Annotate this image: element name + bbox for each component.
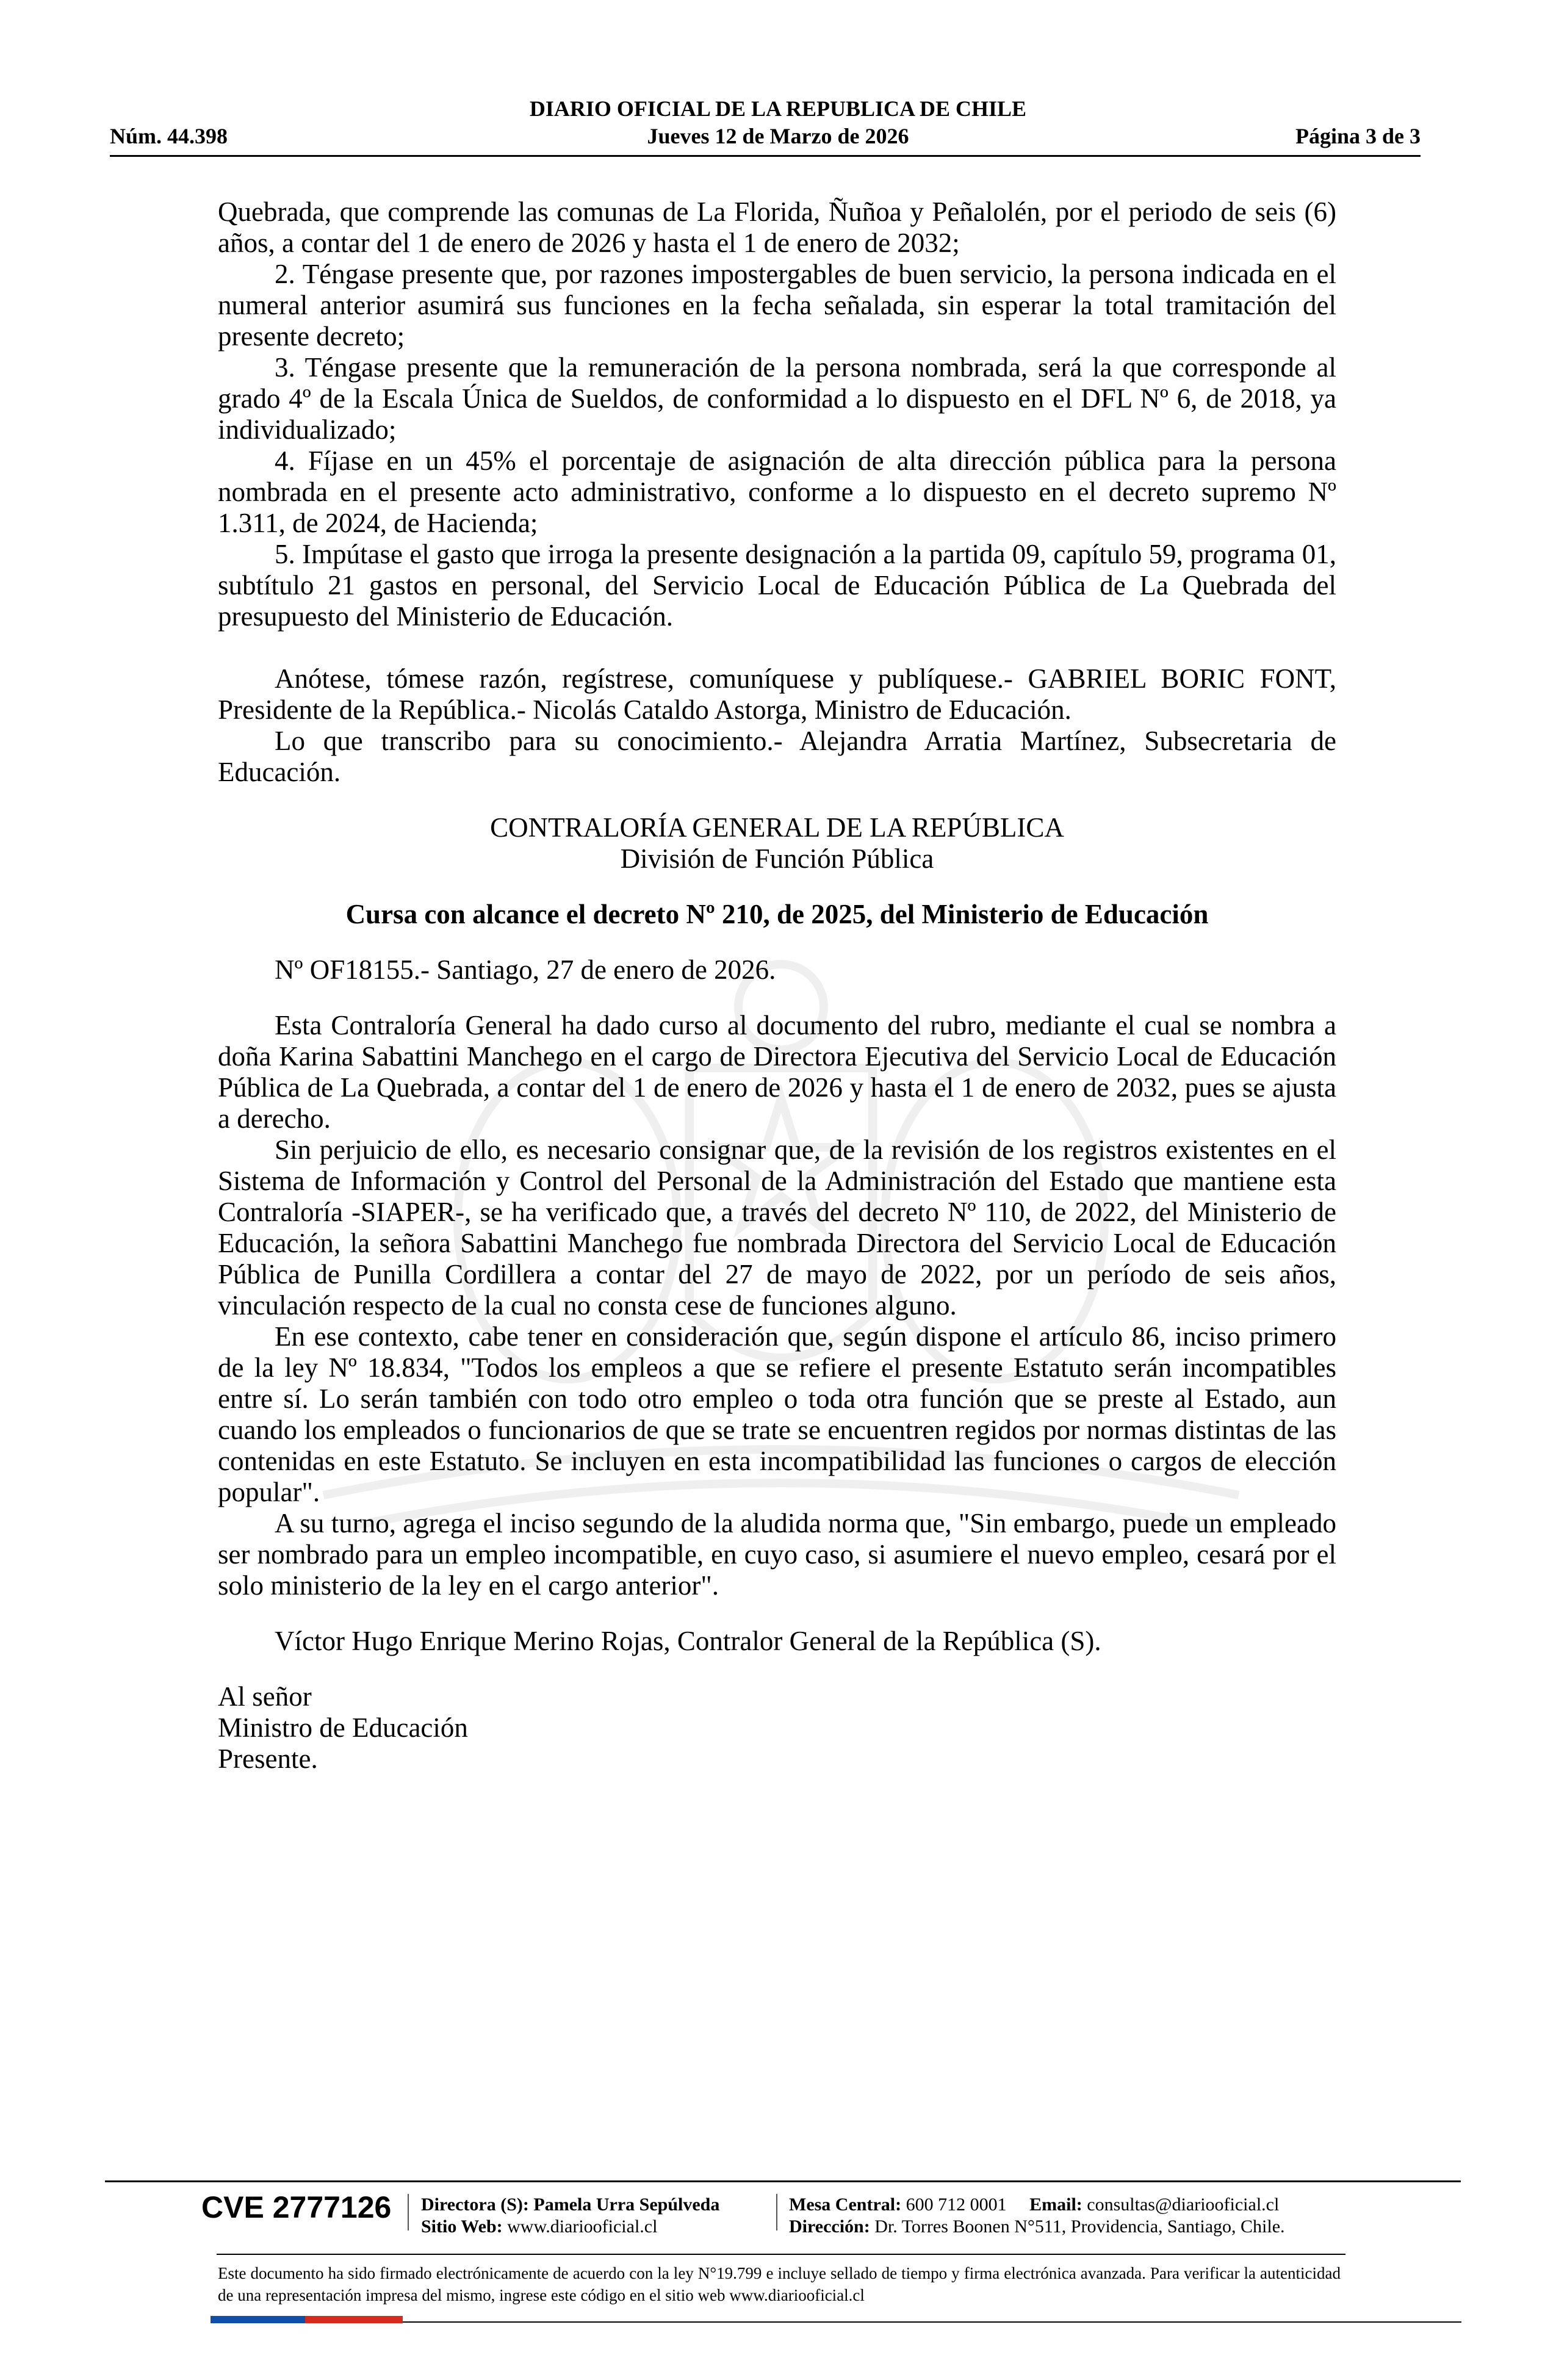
site-label: Sitio Web: xyxy=(421,2216,503,2237)
signature-note: Este documento ha sido firmado electrónicamente de acuerdo con la ley N°19.799 e incluye sellado de tiempo y firma electrónica avanzada. Para verificar la autenticidad de una representación impresa del mismo, ingrese este código en el sitio web www.diariooficial.cl xyxy=(218,2264,1341,2304)
header-rule xyxy=(110,155,1421,157)
address-line xyxy=(789,2216,1285,2238)
institution-name: CONTRALORÍA GENERAL DE LA REPÚBLICA xyxy=(490,812,1064,843)
footer-rule xyxy=(105,2180,1461,2182)
cve-code: CVE 2777126 xyxy=(201,2190,392,2224)
email-label: Email: xyxy=(1029,2194,1082,2215)
contact-line xyxy=(789,2194,1279,2216)
address-value: Dr. Torres Boonen N°511, Providencia, Santiago, Chile. xyxy=(874,2216,1285,2237)
paragraph: Lo que transcribo para su conocimiento.- Alejandra Arratia Martínez, Subsecretaria de Educación. xyxy=(218,726,1336,787)
phone-label: Mesa Central: xyxy=(789,2194,902,2215)
footer-separator xyxy=(776,2194,777,2230)
footer-rule xyxy=(217,2254,1345,2255)
section-heading: Cursa con alcance el decreto Nº 210, de 2025, del Ministerio de Educación xyxy=(345,899,1209,929)
paragraph: 3. Téngase presente que la remuneración de la persona nombrada, será la que corresponde al grado 4º de la Escala Única de Sueldos, de conformidad a lo dispuesto en el DFL Nº 6, de 2018, ya individualizado; xyxy=(218,352,1336,445)
address-label: Dirección: xyxy=(789,2216,870,2237)
oficio-reference: Nº OF18155.- Santiago, 27 de enero de 2026. xyxy=(275,954,776,985)
paragraph: Sin perjuicio de ello, es necesario consignar que, de la revisión de los registros existentes en el Sistema de Información y Control del Personal de la Administración del Estado que mantiene esta Contraloría -SIAPER-, se ha verificado que, a través del decreto Nº 110, de 2022, del Ministerio de Educación, la señora Sabattini Manchego fue nombrada Directora del Servicio Local de Educación Pública de Punilla Cordillera a contar del 27 de mayo de 2022, por un período de seis años, vinculación respecto de la cual no consta cese de funciones alguno. xyxy=(218,1134,1336,1321)
paragraph: En ese contexto, cabe tener en consideración que, según dispone el artículo 86, inciso primero de la ley Nº 18.834, "Todos los empleos a que se refiere el presente Estatuto serán incompatibles entre sí. Lo serán también con todo otro empleo o toda otra función que se preste al Estado, aun cuando los empleados o funcionarios de que se trate se encuentren regidos por normas distintas de las contenidas en este Estatuto. Se incluyen en esta incompatibilidad las funciones o cargos de elección popular". xyxy=(218,1321,1336,1507)
newspaper-title: DIARIO OFICIAL DE LA REPUBLICA DE CHILE xyxy=(529,96,1027,121)
document-body xyxy=(218,197,1336,1775)
paragraph: 4. Fíjase en un 45% el porcentaje de asignación de alta dirección pública para la persona nombrada en el presente acto administrativo, conforme a lo dispuesto en el decreto supremo Nº 1.311, de 2024, de Hacienda; xyxy=(218,445,1336,538)
paragraph: 2. Téngase presente que, por razones impostergables de buen servicio, la persona indicada en el numeral anterior asumirá sus funciones en la fecha señalada, sin esperar la total tramitación del presente decreto; xyxy=(218,259,1336,352)
paragraph: Esta Contraloría General ha dado curso al documento del rubro, mediante el cual se nombra a doña Karina Sabattini Manchego en el cargo de Directora Ejecutiva del Servicio Local de Educación Pública de La Quebrada, a contar del 1 de enero de 2026 y hasta el 1 de enero de 2032, pues se ajusta a derecho. xyxy=(218,1010,1336,1134)
phone-value: 600 712 0001 xyxy=(906,2194,1007,2215)
footer-separator xyxy=(408,2194,409,2230)
director-label: Directora (S): xyxy=(421,2194,529,2215)
director-line xyxy=(421,2194,719,2216)
flag-red-segment xyxy=(305,2316,403,2323)
division-name: División de Función Pública xyxy=(620,843,934,874)
addressee-line: Ministro de Educación xyxy=(218,1712,468,1743)
email-link[interactable]: consultas@diariooficial.cl xyxy=(1087,2194,1280,2215)
paragraph: Quebrada, que comprende las comunas de La Florida, Ñuñoa y Peñalolén, por el periodo de seis (6) años, a contar del 1 de enero de 2026 y hasta el 1 de enero de 2032; xyxy=(218,197,1336,258)
addressee-line: Al señor xyxy=(218,1681,312,1712)
signature: Víctor Hugo Enrique Merino Rojas, Contralor General de la República (S). xyxy=(275,1626,1101,1656)
issue-date: Jueves 12 de Marzo de 2026 xyxy=(647,124,909,148)
paragraph: A su turno, agrega el inciso segundo de la aludida norma que, "Sin embargo, puede un empleado ser nombrado para un empleo incompatible, en cuyo caso, si asumiere el nuevo empleo, cesará por el solo ministerio de la ley en el cargo anterior". xyxy=(218,1508,1336,1601)
director-name: Pamela Urra Sepúlveda xyxy=(533,2194,720,2215)
addressee-line: Presente. xyxy=(218,1744,318,1774)
issue-number: Núm. 44.398 xyxy=(110,124,228,148)
site-line xyxy=(421,2216,657,2238)
flag-blue-segment xyxy=(211,2316,305,2323)
paragraph: Anótese, tómese razón, regístrese, comuníquese y publíquese.- GABRIEL BORIC FONT, Presidente de la República.- Nicolás Cataldo Astorga, Ministro de Educación. xyxy=(218,663,1336,725)
page-indicator: Página 3 de 3 xyxy=(1295,124,1421,148)
flag-stripe xyxy=(211,2315,403,2323)
site-link[interactable]: www.diariooficial.cl xyxy=(507,2216,658,2237)
paragraph: 5. Impútase el gasto que irroga la presente designación a la partida 09, capítulo 59, programa 01, subtítulo 21 gastos en personal, del Servicio Local de Educación Pública de La Quebrada del presupuesto del Ministerio de Educación. xyxy=(218,539,1336,632)
